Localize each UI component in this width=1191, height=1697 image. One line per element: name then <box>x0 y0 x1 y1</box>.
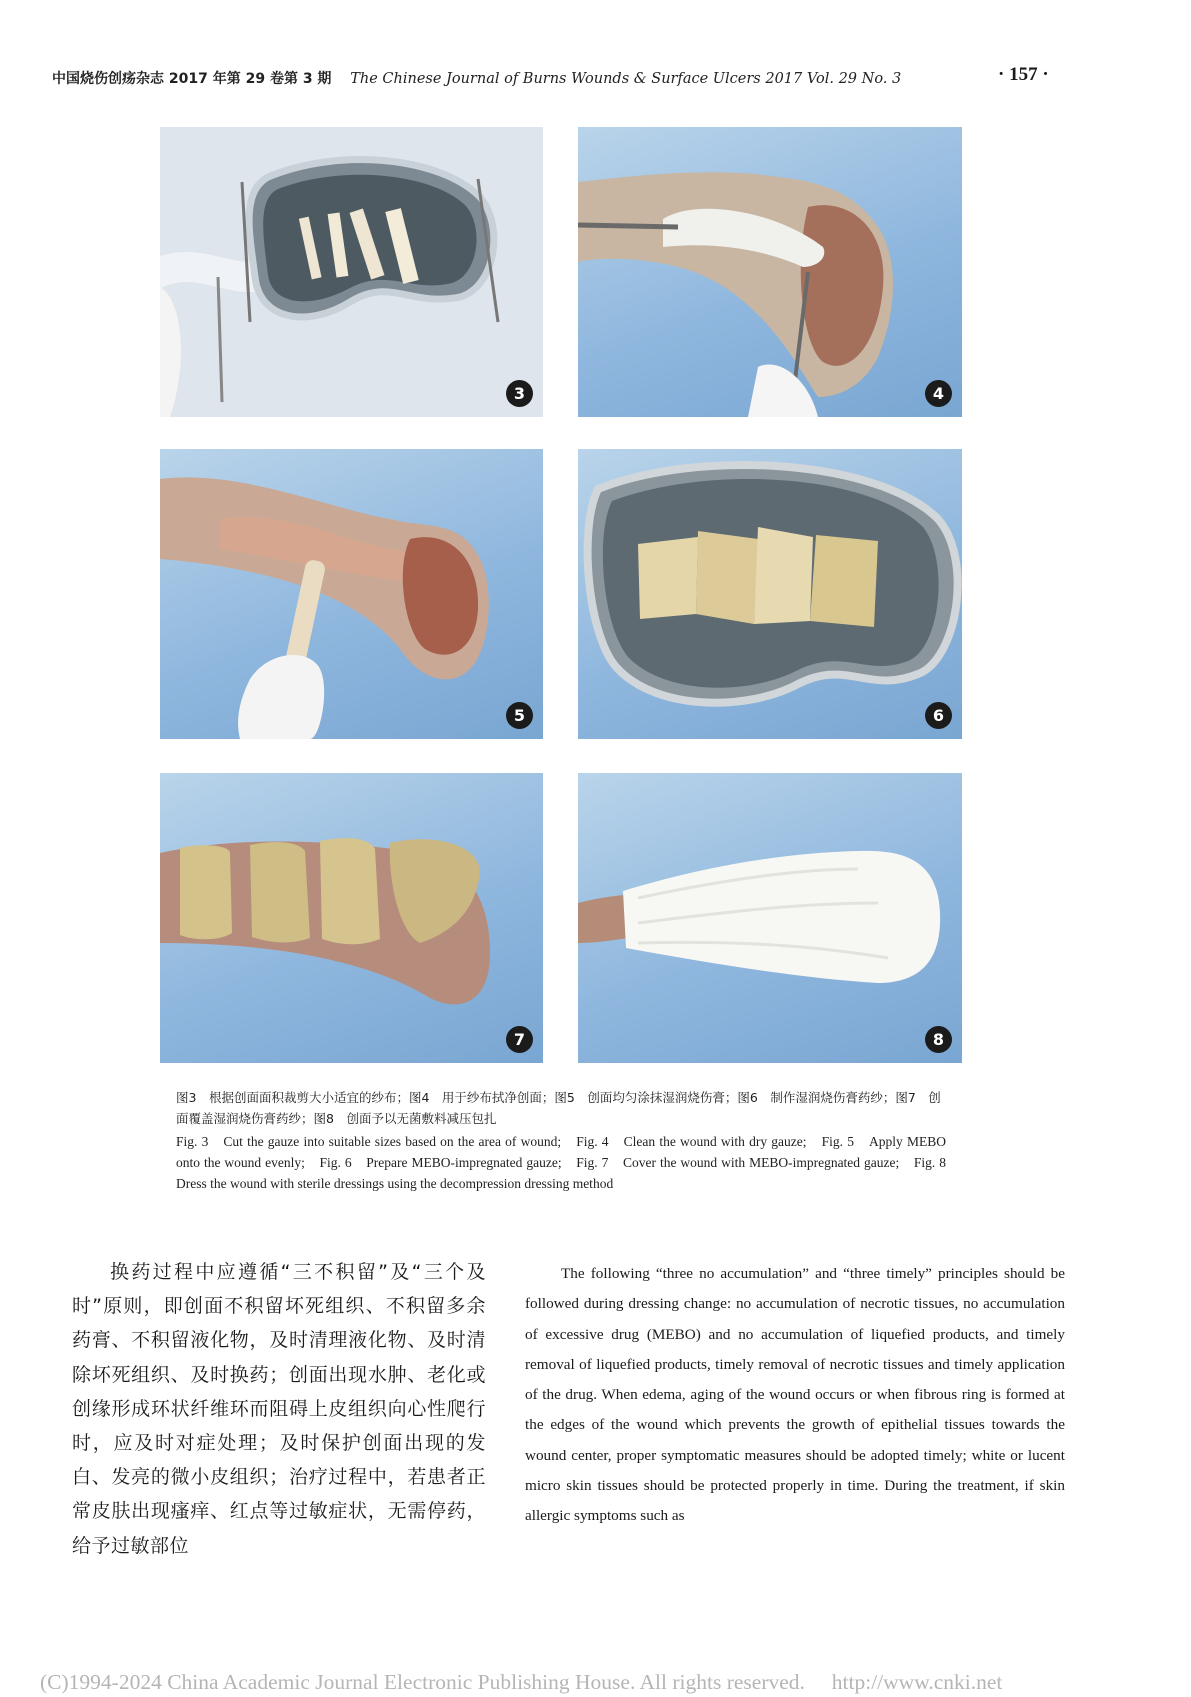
figure-5-illustration <box>160 449 543 739</box>
figure-caption-en: Fig. 3 Cut the gauze into suitable sizes based on the area of wound; Fig. 4 Clean the wound with dry gauze; Fig. 5 Apply MEBO onto the wound evenly; Fig. 6 Prepare MEBO-impregnated gauze; Fig. 7 Cover the wound with MEBO-impregnated gauze; Fig. 8 Dress the wound with sterile dressings using the decompression dressing method <box>176 1134 960 1191</box>
running-title-en: The Chinese Journal of Burns Wounds & Surface Ulcers 2017 Vol. 29 No. 3 <box>350 71 902 87</box>
figure-3-photo <box>160 127 543 417</box>
figure-caption-zh: 图3 根据创面面积裁剪大小适宜的纱布；图4 用于纱布拭净创面；图5 创面均匀涂抹湿润烧伤膏；图6 制作湿润烧伤膏药纱；图7 创面覆盖湿润烧伤膏药纱；图8 创面予以无菌敷料减压包扎 <box>176 1090 941 1126</box>
figure-4-photo <box>578 127 962 417</box>
figure-4-illustration <box>578 127 962 417</box>
figure-8-number-badge: 8 <box>925 1026 952 1053</box>
figure-3-number-badge: 3 <box>506 380 533 407</box>
figure-4-number-badge: 4 <box>925 380 952 407</box>
running-header <box>52 68 1052 92</box>
figure-8-photo <box>578 773 962 1063</box>
figure-3-illustration <box>160 127 543 417</box>
body-paragraph-zh: 换药过程中应遵循“三不积留”及“三个及时”原则，即创面不积留坏死组织、不积留多余药膏、不积留液化物，及时清理液化物、及时清除坏死组织、及时换药；创面出现水肿、老化或创缘形成环状纤维环而阻碍上皮组织向心性爬行时，应及时对症处理；及时保护创面出现的发白、发亮的微小皮组织；治疗过程中，若患者正常皮肤出现瘙痒、红点等过敏症状，无需停药，给予过敏部位 <box>72 1261 486 1557</box>
copyright-footer: (C)1994-2024 China Academic Journal Electronic Publishing House. All rights reserved. http://www.cnki.net <box>40 1670 1003 1694</box>
figure-8-illustration <box>578 773 962 1063</box>
figure-7-illustration <box>160 773 543 1063</box>
figure-6-number-badge: 6 <box>925 702 952 729</box>
page-number: · 157 · <box>998 64 1049 85</box>
running-title-zh: 中国烧伤创疡杂志 2017 年第 29 卷第 3 期 <box>52 71 332 87</box>
figure-5-photo <box>160 449 543 739</box>
body-paragraph-en: The following “three no accumulation” and “three timely” principles should be followed during dressing change: no accumulation of necrotic tissues, no accumulation of excessive drug (MEBO) and no accumulation of liquefied products, and timely removal of liquefied products, timely removal of necrotic tissues and timely application of the drug. When edema, aging of the wound occurs or when fibrous ring is formed at the edges of the wound which prevents the growth of epithelial tissues towards the wound center, proper symptomatic measures should be adopted timely; white or lucent micro skin tissues should be protected properly in time. During the treatment, if skin allergic symptoms such as <box>525 1265 1065 1525</box>
figure-caption <box>176 1087 960 1194</box>
figure-6-photo <box>578 449 962 739</box>
figure-6-illustration <box>578 449 962 739</box>
figure-5-number-badge: 5 <box>506 702 533 729</box>
figure-7-number-badge: 7 <box>506 1026 533 1053</box>
figure-7-photo <box>160 773 543 1063</box>
